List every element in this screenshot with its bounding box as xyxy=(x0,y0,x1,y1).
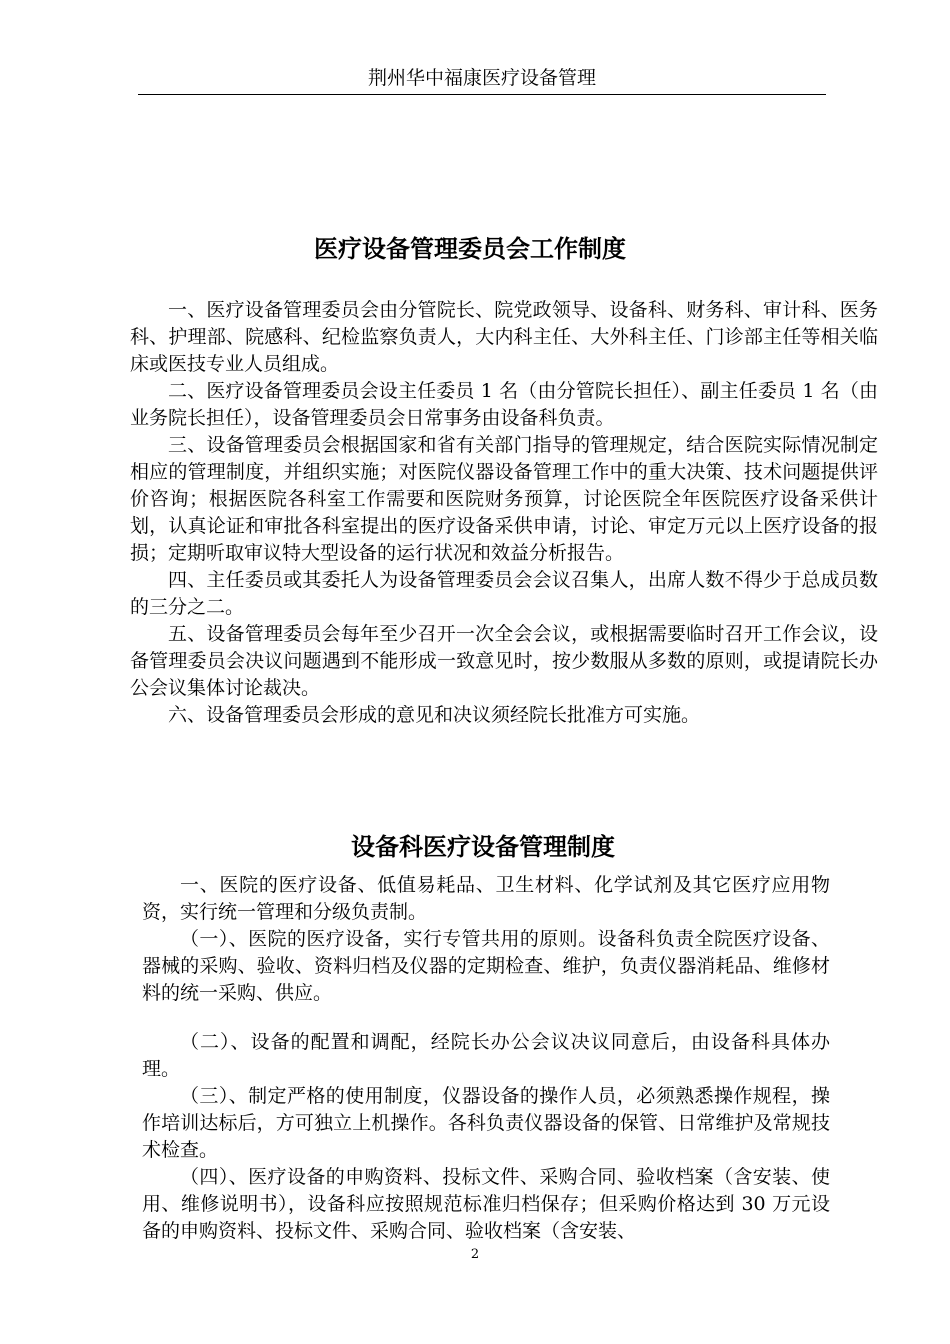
section1-paragraph-6: 六、设备管理委员会形成的意见和决议须经院长批准方可实施。 xyxy=(168,704,701,726)
section1-paragraph-1: 一、医疗设备管理委员会由分管院长、院党政领导、设备科、财务科、审计科、医务科、护理部、院感科、纪检监察负责人，大内科主任、大外科主任、门诊部主任等相关临床或医技专业人员组成。 xyxy=(130,299,878,375)
section2-paragraph-1: 一、医院的医疗设备、低值易耗品、卫生材料、化学试剂及其它医疗应用物资，实行统一管理和分级负责制。 xyxy=(142,874,830,923)
section2-paragraph-2: （一）、医院的医疗设备，实行专管共用的原则。设备科负责全院医疗设备、器械的采购、验收、资料归档及仪器的定期检查、维护，负责仪器消耗品、维修材料的统一采购、供应。 xyxy=(142,928,830,1004)
section1-title: 医疗设备管理委员会工作制度 xyxy=(314,235,626,263)
section2-paragraph-4: （三）、制定严格的使用制度，仪器设备的操作人员，必须熟悉操作规程，操作培训达标后，方可独立上机操作。各科负责仪器设备的保管、日常维护及常规技术检查。 xyxy=(142,1085,830,1161)
section1-paragraph-2: 二、医疗设备管理委员会设主任委员 1 名（由分管院长担任）、副主任委员 1 名（由业务院长担任），设备管理委员会日常事务由设备科负责。 xyxy=(130,380,878,429)
section2-paragraph-3: （二）、设备的配置和调配，经院长办公会议决议同意后，由设备科具体办理。 xyxy=(142,1031,830,1080)
section1-paragraph-3: 三、设备管理委员会根据国家和省有关部门指导的管理规定，结合医院实际情况制定相应的管理制度，并组织实施；对医院仪器设备管理工作中的重大决策、技术问题提供评价咨询；根据医院各科室工作需要和医院财务预算，讨论医院全年医院医疗设备采供计划，认真论证和审批各科室提出的医疗设备采供申请，讨论、审定万元以上医疗设备的报损；定期听取审议特大型设备的运行状况和效益分析报告。 xyxy=(130,434,878,564)
running-header: 荆州华中福康医疗设备管理 xyxy=(367,67,596,89)
section1-paragraph-4: 四、主任委员或其委托人为设备管理委员会会议召集人，出席人数不得少于总成员数的三分之二。 xyxy=(130,569,878,618)
section2-title: 设备科医疗设备管理制度 xyxy=(351,833,615,861)
paragraph-spacer xyxy=(142,1007,830,1029)
page-number: 2 xyxy=(470,1247,480,1262)
section2-body xyxy=(142,872,830,1245)
header-divider xyxy=(138,94,826,95)
section1-body xyxy=(130,297,878,729)
section1-paragraph-5: 五、设备管理委员会每年至少召开一次全会会议，或根据需要临时召开工作会议，设备管理委员会决议问题遇到不能形成一致意见时，按少数服从多数的原则，或提请院长办公会议集体讨论裁决。 xyxy=(130,623,878,699)
section2-paragraph-5: （四）、医疗设备的申购资料、投标文件、采购合同、验收档案（含安装、使用、维修说明书），设备科应按照规范标准归档保存；但采购价格达到 30 万元设备的申购资料、投标文件、采购合同、验收档案（含安装、 xyxy=(142,1166,830,1242)
